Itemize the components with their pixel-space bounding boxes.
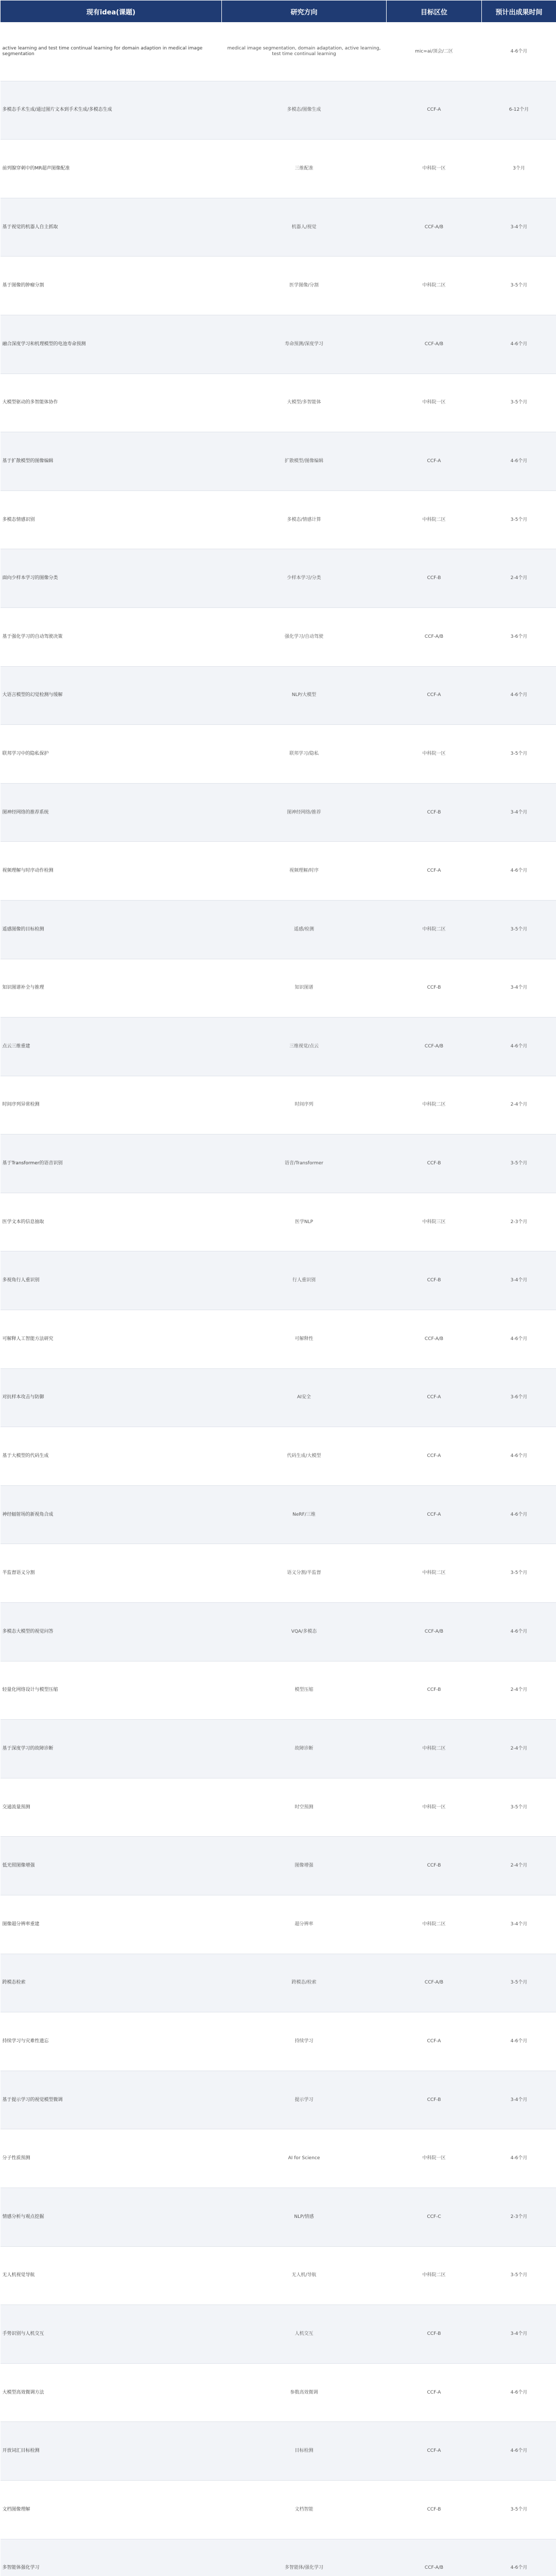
cell-direction: 医学图像/分割 [222, 257, 387, 315]
cell-venue: CCF-A/B [387, 2539, 482, 2576]
cell-direction: NLP/情感 [222, 2188, 387, 2246]
cell-venue: 中科院二区 [387, 257, 482, 315]
cell-direction: 三维配准 [222, 140, 387, 198]
cell-idea: 开放词汇目标检测 [1, 2422, 222, 2481]
cell-venue: CCF-A [387, 432, 482, 491]
cell-idea: 交通流量预测 [1, 1778, 222, 1837]
cell-time: 3-5个月 [482, 1544, 556, 1603]
cell-venue: CCF-A [387, 1368, 482, 1427]
cell-time: 2-3个月 [482, 1193, 556, 1251]
header-row [1, 1, 556, 23]
cell-idea: 基于深度学习的故障诊断 [1, 1720, 222, 1778]
cell-direction: 少样本学习/分类 [222, 549, 387, 608]
cell-venue: CCF-B [387, 2071, 482, 2129]
cell-time: 3-4个月 [482, 783, 556, 842]
header-time: 预计出成果时间 [482, 1, 556, 23]
cell-direction: 遥感/检测 [222, 900, 387, 959]
cell-direction: medical image segmentation, domain adaptation, active learning, test time continual learning [222, 23, 387, 81]
cell-time: 3-4个月 [482, 959, 556, 1018]
cell-venue: CCF-A [387, 666, 482, 725]
cell-direction: 强化学习/自动驾驶 [222, 607, 387, 666]
table-row [1, 1018, 556, 1076]
cell-direction: 超分辨率 [222, 1895, 387, 1954]
cell-direction: 代码生成/大模型 [222, 1427, 387, 1486]
cell-time: 3-4个月 [482, 198, 556, 257]
cell-direction: 多模态/情感计算 [222, 490, 387, 549]
cell-idea: 基于视觉的机器人自主抓取 [1, 198, 222, 257]
table-row [1, 1427, 556, 1486]
table-row [1, 140, 556, 198]
cell-idea: 多模态手术生成/通过图片文本到手术生成/多模态生成 [1, 81, 222, 140]
table-row [1, 2012, 556, 2071]
table-row [1, 2246, 556, 2305]
cell-venue: CCF-A/B [387, 1018, 482, 1076]
cell-venue: CCF-A [387, 2012, 482, 2071]
table-row [1, 1720, 556, 1778]
cell-time: 4-6个月 [482, 2422, 556, 2481]
cell-time: 4-6个月 [482, 1310, 556, 1369]
cell-idea: 图像超分辨率重建 [1, 1895, 222, 1954]
cell-direction: 跨模态/检索 [222, 1954, 387, 2012]
cell-idea: 多模态情感识别 [1, 490, 222, 549]
cell-venue: 中科院一区 [387, 1778, 482, 1837]
cell-direction: 提示学习 [222, 2071, 387, 2129]
cell-direction: NLP/大模型 [222, 666, 387, 725]
table-row [1, 1251, 556, 1310]
cell-idea: 对抗样本攻击与防御 [1, 1368, 222, 1427]
cell-idea: 多视角行人重识别 [1, 1251, 222, 1310]
cell-direction: 扩散模型/图像编辑 [222, 432, 387, 491]
cell-time: 3-6个月 [482, 1368, 556, 1427]
cell-idea: 时间序列异常检测 [1, 1076, 222, 1134]
cell-venue: 中科院二区 [387, 2246, 482, 2305]
cell-venue: 中科院二区 [387, 490, 482, 549]
cell-idea: 跨模态检索 [1, 1954, 222, 2012]
cell-time: 4-6个月 [482, 1603, 556, 1662]
table-row [1, 959, 556, 1018]
cell-idea: 联邦学习中的隐私保护 [1, 725, 222, 784]
table-row [1, 549, 556, 608]
cell-time: 3-5个月 [482, 2246, 556, 2305]
cell-direction: 目标检测 [222, 2422, 387, 2481]
cell-idea: 前列腺穿刺中的MR超声图像配准 [1, 140, 222, 198]
table-row [1, 1310, 556, 1369]
cell-direction: 大模型/多智能体 [222, 374, 387, 432]
table-row [1, 2305, 556, 2364]
cell-venue: mic=ai/顶会/二区 [387, 23, 482, 81]
cell-idea: 知识图谱补全与推理 [1, 959, 222, 1018]
cell-time: 3-4个月 [482, 1895, 556, 1954]
table-row [1, 2480, 556, 2539]
cell-time: 3-5个月 [482, 374, 556, 432]
cell-direction: 图神经网络/推荐 [222, 783, 387, 842]
cell-venue: CCF-B [387, 2305, 482, 2364]
cell-direction: 无人机/导航 [222, 2246, 387, 2305]
cell-venue: 中科院二区 [387, 1720, 482, 1778]
cell-direction: 三维视觉/点云 [222, 1018, 387, 1076]
cell-time: 4-6个月 [482, 842, 556, 901]
table-row [1, 900, 556, 959]
cell-direction: 多智能体/强化学习 [222, 2539, 387, 2576]
cell-idea: 基于图像的肿瘤分割 [1, 257, 222, 315]
cell-time: 2-4个月 [482, 1661, 556, 1720]
cell-time: 3-4个月 [482, 2071, 556, 2129]
cell-venue: CCF-A/B [387, 1954, 482, 2012]
cell-venue: CCF-A [387, 1427, 482, 1486]
cell-idea: 轻量化网络设计与模型压缩 [1, 1661, 222, 1720]
table-row [1, 2188, 556, 2246]
cell-idea: 基于Transformer的语音识别 [1, 1134, 222, 1193]
table-row [1, 725, 556, 784]
cell-time: 4-6个月 [482, 2012, 556, 2071]
table-row [1, 607, 556, 666]
cell-direction: 人机交互 [222, 2305, 387, 2364]
cell-venue: 中科院二区 [387, 1076, 482, 1134]
table-row [1, 2539, 556, 2576]
cell-direction: 视频理解/时序 [222, 842, 387, 901]
cell-idea: 半监督语义分割 [1, 1544, 222, 1603]
cell-venue: CCF-B [387, 783, 482, 842]
cell-venue: CCF-B [387, 1134, 482, 1193]
cell-time: 3-4个月 [482, 2305, 556, 2364]
cell-time: 3个月 [482, 140, 556, 198]
cell-direction: AI安全 [222, 1368, 387, 1427]
table-row [1, 432, 556, 491]
table-row [1, 1661, 556, 1720]
cell-idea: 可解释人工智能方法研究 [1, 1310, 222, 1369]
cell-time: 4-6个月 [482, 2129, 556, 2188]
cell-time: 4-6个月 [482, 432, 556, 491]
cell-direction: VQA/多模态 [222, 1603, 387, 1662]
cell-venue: CCF-C [387, 2188, 482, 2246]
cell-idea: 低光照图像增强 [1, 1837, 222, 1895]
cell-venue: CCF-B [387, 549, 482, 608]
cell-idea: 手势识别与人机交互 [1, 2305, 222, 2364]
cell-direction: 语义分割/半监督 [222, 1544, 387, 1603]
table-row [1, 2129, 556, 2188]
cell-idea: 视频理解与时序动作检测 [1, 842, 222, 901]
table-row [1, 666, 556, 725]
cell-time: 2-4个月 [482, 1720, 556, 1778]
cell-idea: 基于提示学习的视觉模型微调 [1, 2071, 222, 2129]
table-row [1, 1603, 556, 1662]
table-row [1, 374, 556, 432]
cell-time: 3-6个月 [482, 607, 556, 666]
table-row [1, 1134, 556, 1193]
cell-idea: 神经辐射场的新视角合成 [1, 1485, 222, 1544]
cell-time: 2-4个月 [482, 1837, 556, 1895]
cell-time: 3-5个月 [482, 2480, 556, 2539]
table-row [1, 1895, 556, 1954]
cell-idea: 文档图像理解 [1, 2480, 222, 2539]
cell-idea: 医学文本的信息抽取 [1, 1193, 222, 1251]
cell-idea: 基于强化学习的自动驾驶决策 [1, 607, 222, 666]
cell-direction: 行人重识别 [222, 1251, 387, 1310]
cell-idea: 大模型高效微调方法 [1, 2363, 222, 2422]
table-row [1, 1485, 556, 1544]
cell-venue: 中科院三区 [387, 1193, 482, 1251]
cell-time: 4-6个月 [482, 23, 556, 81]
cell-direction: 故障诊断 [222, 1720, 387, 1778]
cell-venue: 中科院一区 [387, 374, 482, 432]
cell-idea: 大语言模型的幻觉检测与缓解 [1, 666, 222, 725]
cell-time: 2-4个月 [482, 1076, 556, 1134]
table-row [1, 198, 556, 257]
cell-direction: 医学NLP [222, 1193, 387, 1251]
cell-idea: 基于大模型的代码生成 [1, 1427, 222, 1486]
cell-venue: CCF-A [387, 842, 482, 901]
cell-venue: CCF-A [387, 81, 482, 140]
cell-venue: CCF-B [387, 1837, 482, 1895]
cell-venue: CCF-B [387, 1251, 482, 1310]
cell-time: 3-5个月 [482, 1778, 556, 1837]
cell-idea: 无人机视觉导航 [1, 2246, 222, 2305]
cell-time: 3-5个月 [482, 1954, 556, 2012]
header-idea: 现有idea(课题) [1, 1, 222, 23]
cell-venue: CCF-A [387, 2422, 482, 2481]
cell-venue: 中科院一区 [387, 140, 482, 198]
cell-venue: 中科院一区 [387, 2129, 482, 2188]
table-row [1, 1837, 556, 1895]
cell-idea: 多智能体强化学习 [1, 2539, 222, 2576]
cell-direction: 时空预测 [222, 1778, 387, 1837]
table-row [1, 1076, 556, 1134]
table-row [1, 257, 556, 315]
table-row [1, 2363, 556, 2422]
cell-venue: 中科院二区 [387, 1895, 482, 1954]
cell-time: 2-4个月 [482, 549, 556, 608]
table-row [1, 1193, 556, 1251]
table-row [1, 490, 556, 549]
cell-venue: 中科院二区 [387, 1544, 482, 1603]
cell-direction: 联邦学习/隐私 [222, 725, 387, 784]
cell-time: 4-6个月 [482, 666, 556, 725]
table-row [1, 1544, 556, 1603]
cell-venue: 中科院一区 [387, 725, 482, 784]
cell-direction: 知识图谱 [222, 959, 387, 1018]
cell-idea: 大模型驱动的多智能体协作 [1, 374, 222, 432]
table-row [1, 1778, 556, 1837]
table-row [1, 1368, 556, 1427]
cell-venue: CCF-A/B [387, 315, 482, 374]
cell-venue: CCF-A/B [387, 198, 482, 257]
cell-idea: 分子性质预测 [1, 2129, 222, 2188]
cell-direction: AI for Science [222, 2129, 387, 2188]
table-row [1, 1954, 556, 2012]
cell-direction: 多模态/图像生成 [222, 81, 387, 140]
cell-time: 4-6个月 [482, 2539, 556, 2576]
cell-time: 3-5个月 [482, 725, 556, 784]
cell-venue: CCF-B [387, 2480, 482, 2539]
cell-idea: 遥感图像的目标检测 [1, 900, 222, 959]
cell-time: 3-5个月 [482, 900, 556, 959]
table-row [1, 2422, 556, 2481]
cell-time: 4-6个月 [482, 1427, 556, 1486]
header-venue: 目标区位 [387, 1, 482, 23]
cell-time: 4-6个月 [482, 315, 556, 374]
cell-idea: active learning and test time continual learning for domain adaption in medical image segmentation [1, 23, 222, 81]
cell-time: 3-4个月 [482, 1251, 556, 1310]
cell-time: 2-3个月 [482, 2188, 556, 2246]
cell-direction: 可解释性 [222, 1310, 387, 1369]
cell-direction: NeRF/三维 [222, 1485, 387, 1544]
cell-time: 4-6个月 [482, 1018, 556, 1076]
cell-time: 6-12个月 [482, 81, 556, 140]
table-row [1, 315, 556, 374]
cell-venue: CCF-A/B [387, 1310, 482, 1369]
cell-direction: 持续学习 [222, 2012, 387, 2071]
table-row [1, 81, 556, 140]
table-row [1, 783, 556, 842]
cell-idea: 点云三维重建 [1, 1018, 222, 1076]
cell-direction: 参数高效微调 [222, 2363, 387, 2422]
cell-direction: 时间序列 [222, 1076, 387, 1134]
cell-venue: CCF-A/B [387, 607, 482, 666]
cell-time: 3-5个月 [482, 490, 556, 549]
cell-time: 3-5个月 [482, 257, 556, 315]
cell-idea: 图神经网络的推荐系统 [1, 783, 222, 842]
table-row [1, 23, 556, 81]
cell-time: 3-5个月 [482, 1134, 556, 1193]
cell-direction: 语音/Transformer [222, 1134, 387, 1193]
cell-direction: 寿命预测/深度学习 [222, 315, 387, 374]
cell-venue: CCF-A/B [387, 1603, 482, 1662]
cell-idea: 基于扩散模型的图像编辑 [1, 432, 222, 491]
cell-time: 4-6个月 [482, 2363, 556, 2422]
cell-direction: 文档智能 [222, 2480, 387, 2539]
cell-idea: 多模态大模型的视觉问答 [1, 1603, 222, 1662]
cell-direction: 机器人/视觉 [222, 198, 387, 257]
cell-venue: CCF-B [387, 959, 482, 1018]
table-row [1, 2071, 556, 2129]
cell-idea: 融合深度学习和机理模型的电池寿命预测 [1, 315, 222, 374]
cell-venue: CCF-A [387, 1485, 482, 1544]
cell-time: 4-6个月 [482, 1485, 556, 1544]
cell-direction: 模型压缩 [222, 1661, 387, 1720]
cell-venue: CCF-A [387, 2363, 482, 2422]
table-row [1, 842, 556, 901]
cell-venue: 中科院二区 [387, 900, 482, 959]
cell-idea: 持续学习与灾难性遗忘 [1, 2012, 222, 2071]
cell-venue: CCF-B [387, 1661, 482, 1720]
cell-direction: 图像增强 [222, 1837, 387, 1895]
cell-idea: 面向少样本学习的图像分类 [1, 549, 222, 608]
cell-idea: 情感分析与观点挖掘 [1, 2188, 222, 2246]
header-direction: 研究方向 [222, 1, 387, 23]
